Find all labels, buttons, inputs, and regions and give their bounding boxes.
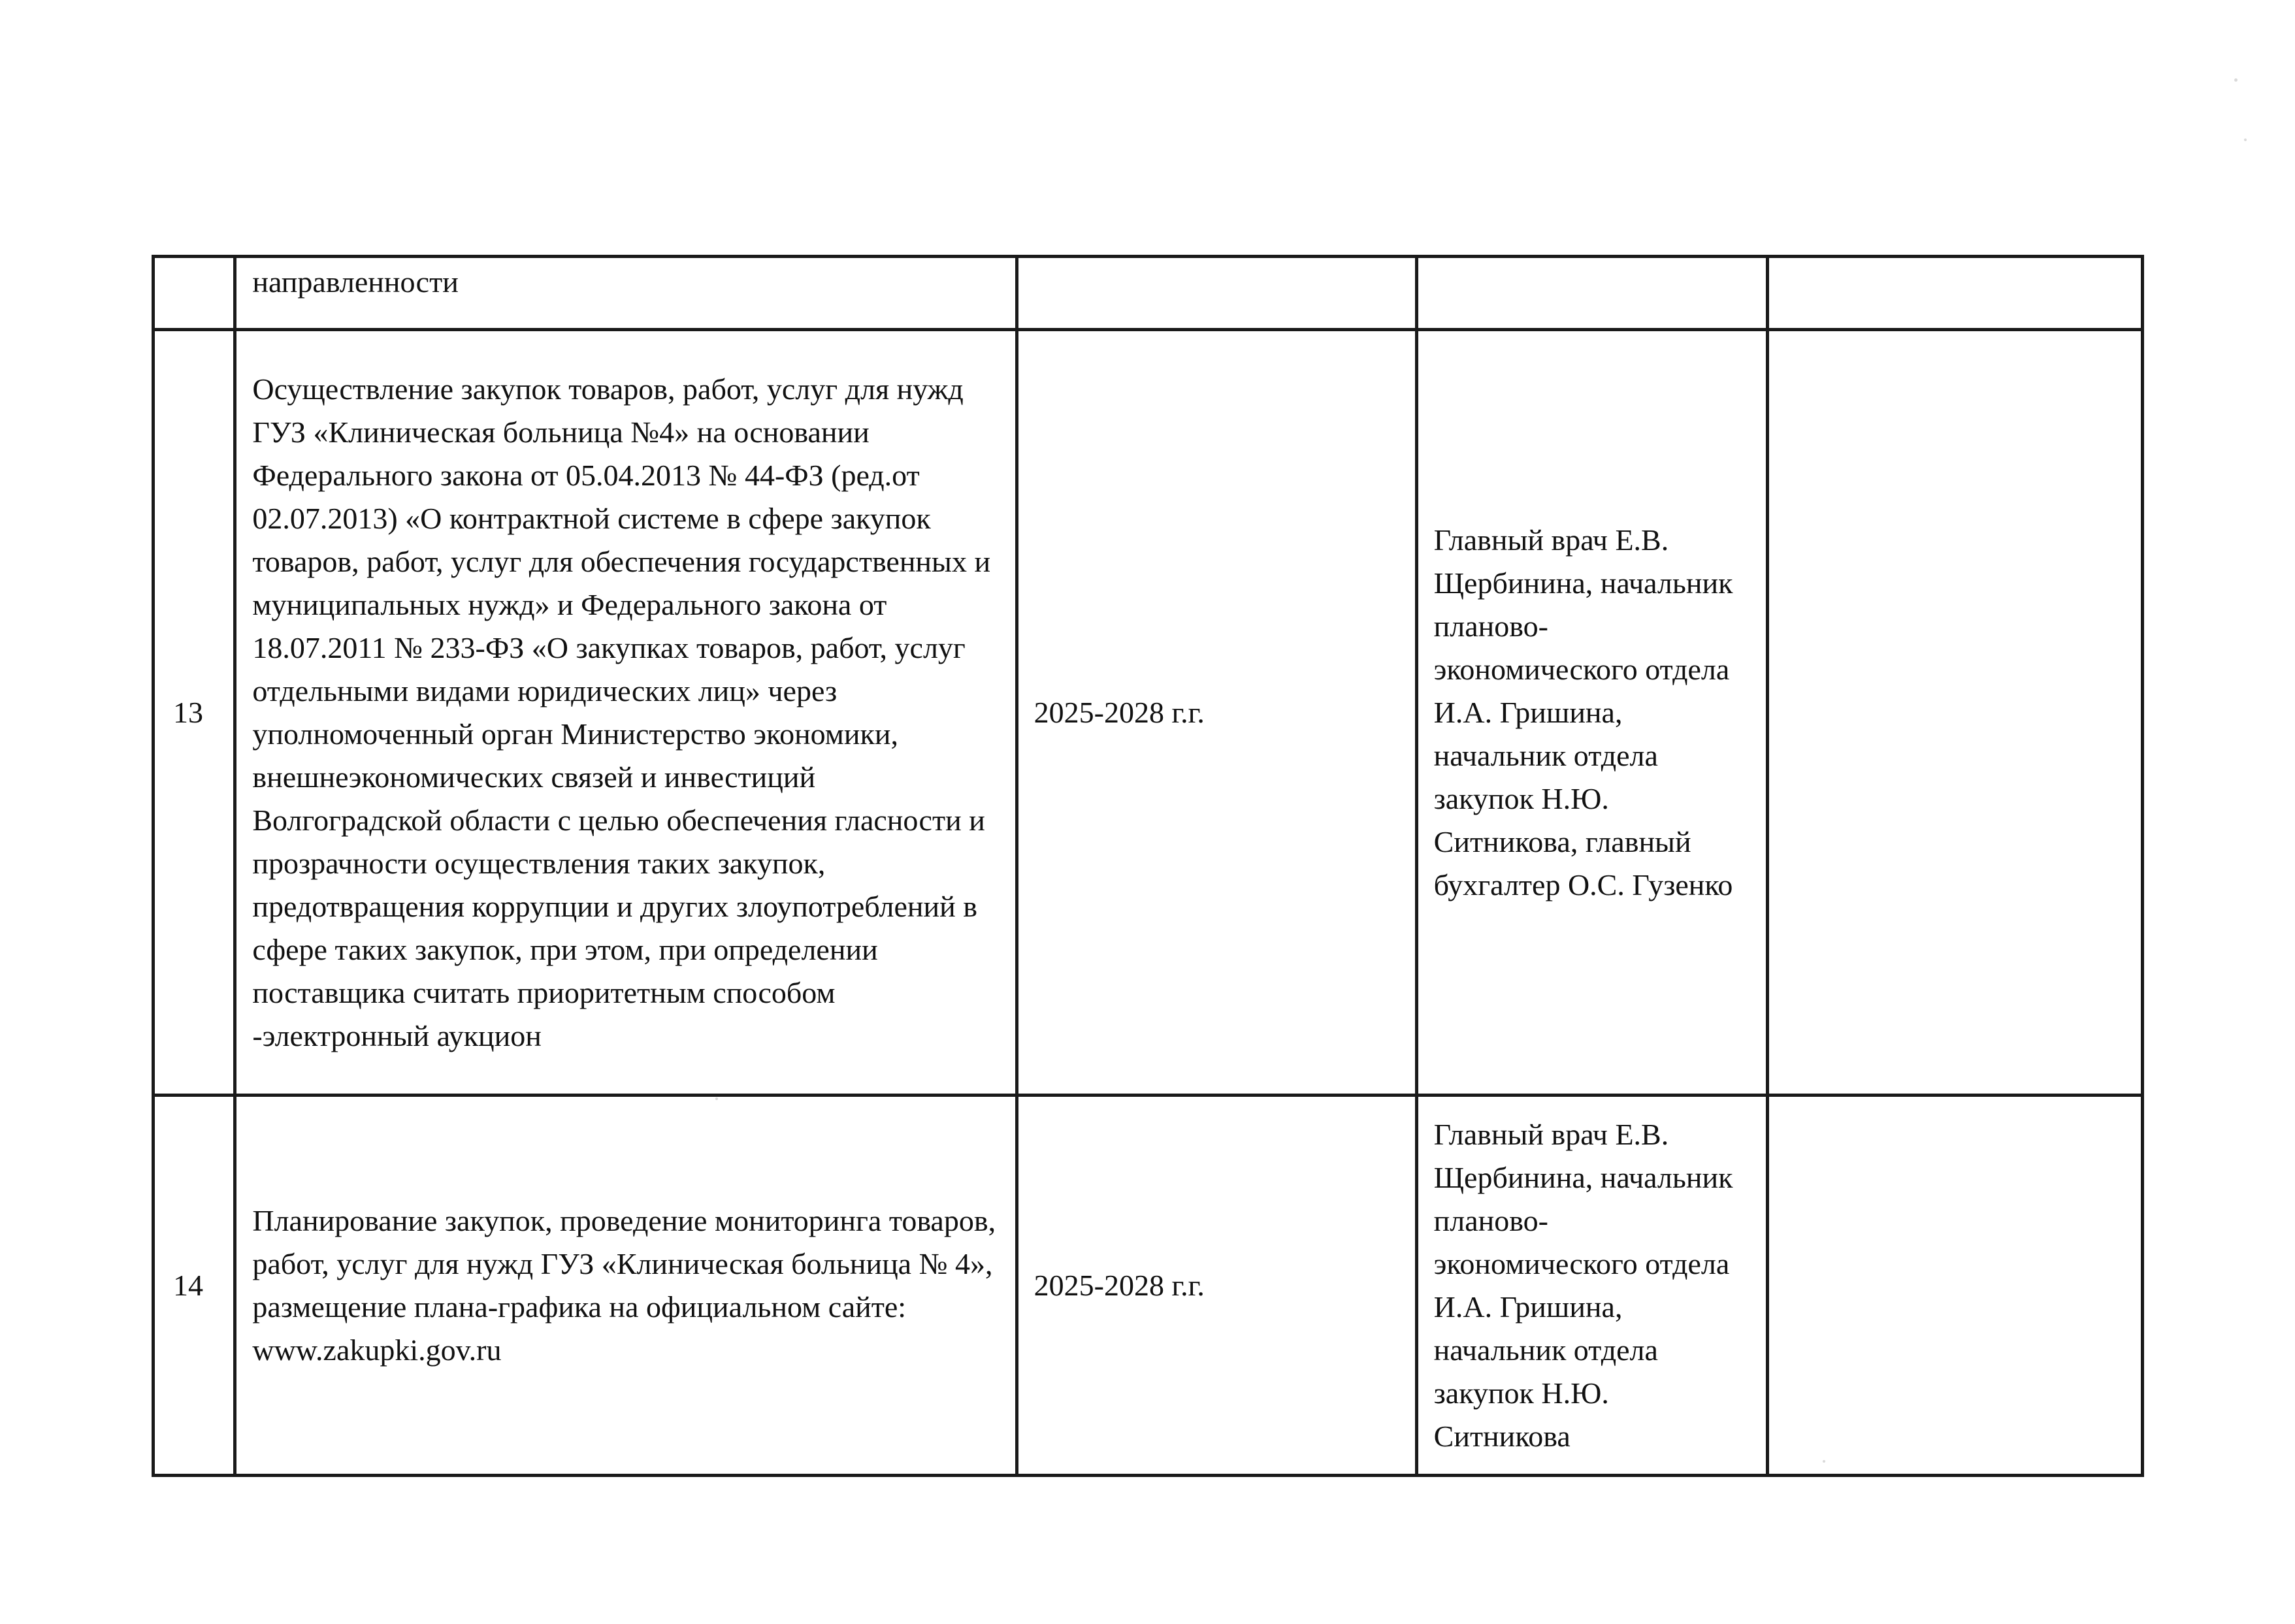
note-cell xyxy=(1768,257,2143,330)
row-number-cell xyxy=(154,257,235,330)
scan-speck xyxy=(715,1097,718,1100)
table-row xyxy=(154,1096,2143,1476)
description-text: Планирование закупок, проведение мониторинга товаров, работ, услуг для нужд ГУЗ «Клиническая больница № 4», размещение плана-графика на официальном сайте: www.zakupki.gov.ru xyxy=(252,1203,996,1367)
term-cell: 2025-2028 г.г. xyxy=(1017,1096,1416,1476)
note-cell xyxy=(1768,330,2143,1096)
note-cell xyxy=(1768,1096,2143,1476)
term-cell: 2025-2028 г.г. xyxy=(1017,330,1416,1096)
measures-table xyxy=(152,255,2144,1477)
responsible-text: Главный врач Е.В. Щербинина, начальник планово-экономического отдела И.А. Гришина, начальник отдела закупок Н.Ю. Ситникова xyxy=(1433,1117,1733,1453)
description-text: направленности xyxy=(252,265,459,299)
table-row xyxy=(154,330,2143,1096)
description-text: Осуществление закупок товаров, работ, услуг для нужд ГУЗ «Клиническая больница №4» на основании Федерального закона от 05.04.2013 № 44-ФЗ (ред.от 02.07.2013) «О контрактной системе в сфере закупок товаров, работ, услуг для обеспечения государственных и муниципальных нужд» и Федерального закона от 18.07.2011 № 233-ФЗ «О закупках товаров, работ, услуг отдельными видами юридических лиц» через уполномоченный орган Министерство экономики, внешнеэкономических связей и инвестиций Волгоградской области с целью обеспечения гласности и прозрачности осуществления таких закупок, предотвращения коррупции и других злоупотреблений в сфере таких закупок, при этом, при определении поставщика считать приоритетным способом -электронный аукцион xyxy=(252,372,991,1052)
table-row-continuation xyxy=(154,257,2143,330)
responsible-text: Главный врач Е.В. Щербинина, начальник планово-экономического отдела И.А. Гришина, начальник отдела закупок Н.Ю. Ситникова, главный бухгалтер О.С. Гузенко xyxy=(1433,523,1733,901)
description-cell xyxy=(235,330,1017,1096)
responsible-cell xyxy=(1416,257,1768,330)
row-number-cell: 14 xyxy=(154,1096,235,1476)
scan-speck xyxy=(2234,78,2238,82)
responsible-cell xyxy=(1416,1096,1768,1476)
description-cell xyxy=(235,1096,1017,1476)
row-number-cell: 13 xyxy=(154,330,235,1096)
scan-speck xyxy=(1823,1460,1825,1463)
description-cell xyxy=(235,257,1017,330)
scan-speck xyxy=(2244,138,2247,141)
responsible-cell xyxy=(1416,330,1768,1096)
term-cell xyxy=(1017,257,1416,330)
